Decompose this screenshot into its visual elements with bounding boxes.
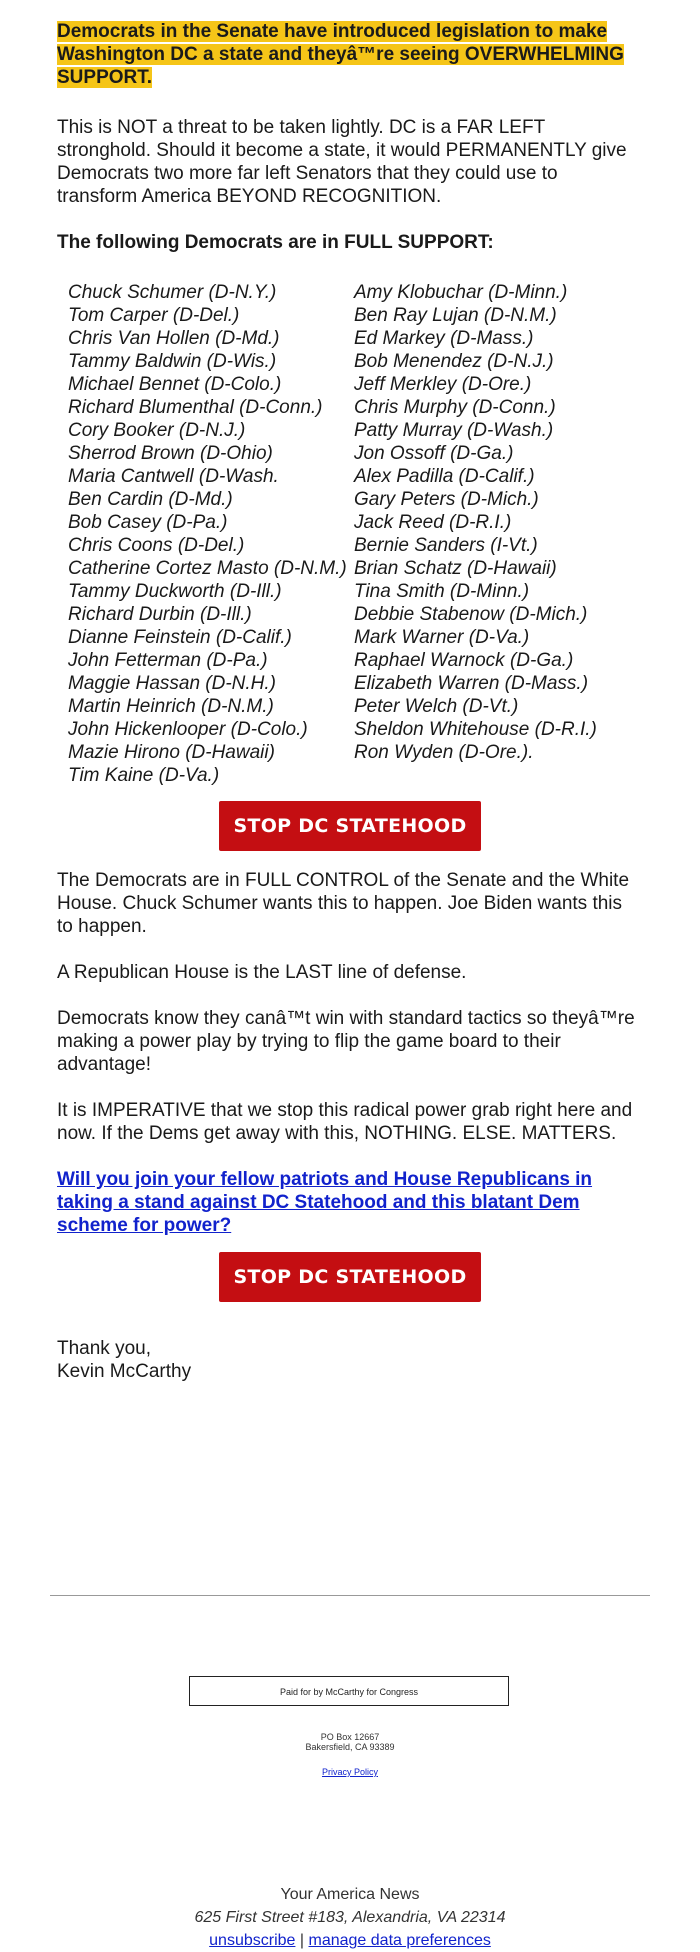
unsubscribe-link[interactable]: unsubscribe — [209, 1932, 296, 1949]
footer-divider — [50, 1595, 650, 1596]
supporter-name: Jeff Merkley (D-Ore.) — [354, 374, 532, 395]
house-paragraph: A Republican House is the LAST line of defense. — [57, 962, 467, 983]
supporter-name: Debbie Stabenow (D-Mich.) — [354, 604, 588, 625]
footer — [0, 1883, 700, 1952]
supporter-name: Amy Klobuchar (D-Minn.) — [354, 282, 568, 303]
supporters-list — [68, 281, 643, 787]
stop-dc-statehood-button-bottom[interactable]: STOP DC STATEHOOD — [219, 1252, 481, 1302]
cta-container-bottom — [57, 1252, 643, 1302]
supporter-name: Raphael Warnock (D-Ga.) — [354, 650, 574, 671]
supporters-column-right — [354, 281, 634, 787]
supporter-name: Richard Blumenthal (D-Conn.) — [68, 397, 323, 418]
supporter-name: Richard Durbin (D-Ill.) — [68, 604, 252, 625]
supporter-name: Bob Casey (D-Pa.) — [68, 512, 228, 533]
supporter-name: Chris Van Hollen (D-Md.) — [68, 328, 280, 349]
supporter-name: Maria Cantwell (D-Wash. — [68, 466, 279, 487]
city-line: Bakersfield, CA 93389 — [305, 1742, 395, 1752]
supporter-name: Brian Schatz (D-Hawaii) — [354, 558, 557, 579]
signoff-name: Kevin McCarthy — [57, 1361, 192, 1382]
supporter-name: Patty Murray (D-Wash.) — [354, 420, 554, 441]
tactics-paragraph: Democrats know they canâ™t win with standard tactics so theyâ™re making a power play by trying to flip the game board to their advantage! — [57, 1008, 635, 1075]
supporter-name: Tom Carper (D-Del.) — [68, 305, 240, 326]
imperative-paragraph: It is IMPERATIVE that we stop this radical power grab right here and now. If the Dems get away with this, NOTHING. ELSE. MATTERS. — [57, 1100, 633, 1144]
footer-links — [0, 1929, 700, 1952]
supporter-name: Jack Reed (D-R.I.) — [354, 512, 512, 533]
supporter-name: John Hickenlooper (D-Colo.) — [68, 719, 308, 740]
footer-street: 625 First Street #183, Alexandria, VA 22314 — [194, 1909, 506, 1926]
headline — [57, 20, 643, 89]
control-paragraph: The Democrats are in FULL CONTROL of the Senate and the White House. Chuck Schumer wants this to happen. Joe Biden wants this to happen. — [57, 870, 630, 937]
supporter-name: Maggie Hassan (D-N.H.) — [68, 673, 276, 694]
email-body — [57, 20, 643, 1383]
supporter-name: Mark Warner (D-Va.) — [354, 627, 530, 648]
supporter-name: Ed Markey (D-Mass.) — [354, 328, 534, 349]
supporter-name: Dianne Feinstein (D-Calif.) — [68, 627, 292, 648]
privacy-container — [0, 1767, 700, 1778]
privacy-policy-link[interactable]: Privacy Policy — [321, 1767, 378, 1777]
stop-dc-statehood-button-top[interactable]: STOP DC STATEHOOD — [219, 801, 481, 851]
supporter-name: Ron Wyden (D-Ore.). — [354, 742, 534, 763]
supporter-name: Catherine Cortez Masto (D-N.M.) — [68, 558, 347, 579]
footer-org: Your America News — [280, 1886, 420, 1903]
intro-paragraph: This is NOT a threat to be taken lightly. DC is a FAR LEFT stronghold. Should it become a state, it would PERMANENTLY give Democrats two more far left Senators that they could use to transform America BEYOND RECOGNITION. — [57, 117, 627, 207]
footer-separator: | — [299, 1932, 305, 1949]
supporter-name: Michael Bennet (D-Colo.) — [68, 374, 282, 395]
paid-for-box: Paid for by McCarthy for Congress — [189, 1676, 509, 1706]
supporter-name: Ben Cardin (D-Md.) — [68, 489, 233, 510]
cta-container-top — [57, 801, 643, 851]
po-box: PO Box 12667 — [320, 1732, 380, 1742]
supporter-name: Tammy Duckworth (D-Ill.) — [68, 581, 282, 602]
supporter-name: Chuck Schumer (D-N.Y.) — [68, 282, 277, 303]
join-link-paragraph — [57, 1168, 643, 1237]
supporter-name: Sherrod Brown (D-Ohio) — [68, 443, 273, 464]
supporter-name: Tina Smith (D-Minn.) — [354, 581, 530, 602]
supporters-column-left — [68, 281, 354, 787]
supporter-name: Chris Coons (D-Del.) — [68, 535, 245, 556]
supporter-name: Bob Menendez (D-N.J.) — [354, 351, 554, 372]
support-heading: The following Democrats are in FULL SUPPORT: — [57, 232, 494, 253]
supporter-name: Tammy Baldwin (D-Wis.) — [68, 351, 277, 372]
supporter-name: Gary Peters (D-Mich.) — [354, 489, 539, 510]
mailing-address — [0, 1732, 700, 1752]
join-link[interactable]: Will you join your fellow patriots and House Republicans in taking a stand against DC Statehood and this blatant Dem scheme for power? — [57, 1169, 593, 1236]
supporter-name: Jon Ossoff (D-Ga.) — [354, 443, 514, 464]
supporter-name: Peter Welch (D-Vt.) — [354, 696, 519, 717]
supporter-name: Chris Murphy (D-Conn.) — [354, 397, 556, 418]
supporter-name: Tim Kaine (D-Va.) — [68, 765, 220, 786]
manage-preferences-link[interactable]: manage data preferences — [308, 1932, 491, 1949]
supporter-name: Ben Ray Lujan (D-N.M.) — [354, 305, 557, 326]
supporter-name: Elizabeth Warren (D-Mass.) — [354, 673, 589, 694]
signoff-thanks: Thank you, — [57, 1338, 151, 1359]
supporter-name: Mazie Hirono (D-Hawaii) — [68, 742, 275, 763]
supporter-name: Martin Heinrich (D-N.M.) — [68, 696, 274, 717]
supporter-name: Cory Booker (D-N.J.) — [68, 420, 246, 441]
headline-text: Democrats in the Senate have introduced legislation to make Washington DC a state and theyâ™re seeing OVERWHELMING SUPPORT. — [57, 21, 624, 88]
supporter-name: John Fetterman (D-Pa.) — [68, 650, 268, 671]
supporter-name: Bernie Sanders (I-Vt.) — [354, 535, 538, 556]
supporter-name: Sheldon Whitehouse (D-R.I.) — [354, 719, 597, 740]
supporter-name: Alex Padilla (D-Calif.) — [354, 466, 535, 487]
